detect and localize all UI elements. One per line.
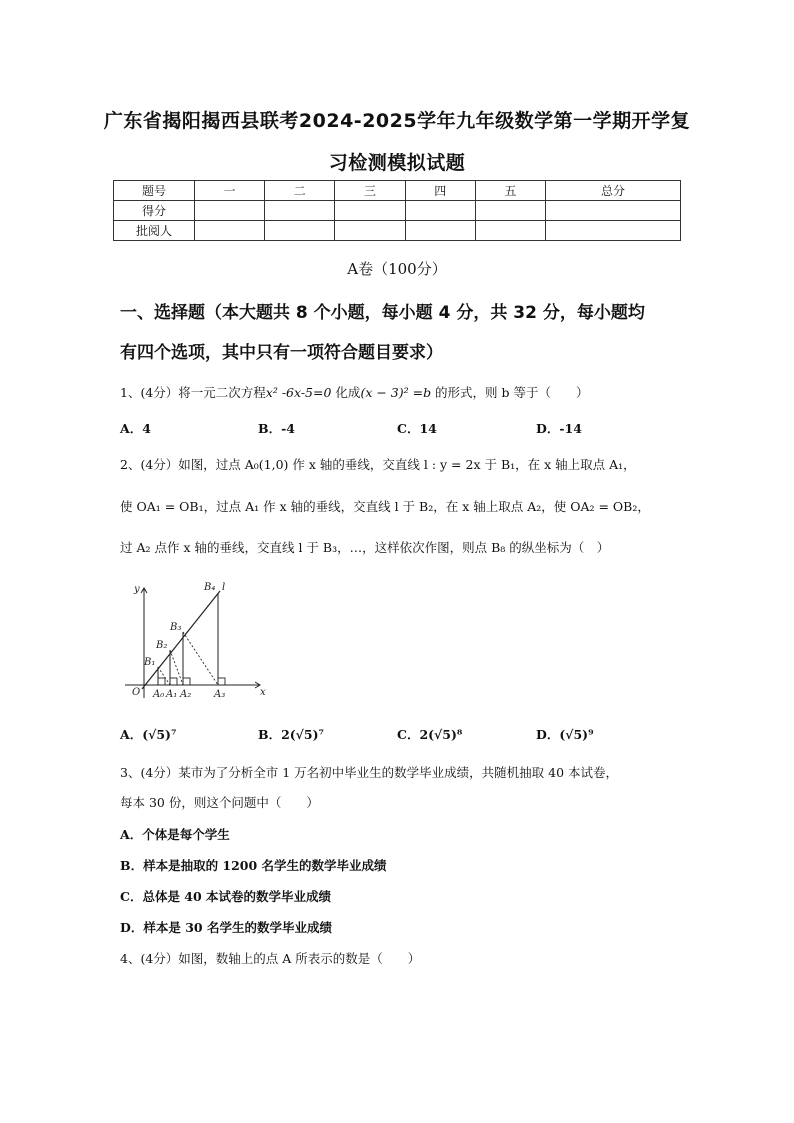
q1-mid: 化成: [331, 385, 361, 400]
table-row: [114, 181, 681, 201]
score-table: [113, 180, 681, 241]
q1-option-b: B．-4: [258, 421, 295, 436]
table-cell: [405, 221, 475, 241]
section-a-title: A卷（100分）: [347, 260, 447, 278]
dotted-b3-a3: [183, 632, 218, 685]
q3-option-c: C．总体是 40 本试卷的数学毕业成绩: [120, 889, 332, 904]
table-cell: [475, 221, 545, 241]
q2-option-b: B．2(√5)⁷: [258, 727, 324, 742]
label-l: l: [222, 582, 226, 593]
q1-option-d: D．-14: [536, 421, 582, 436]
q3-option-a: A．个体是每个学生: [120, 827, 230, 842]
table-header-cell: 四: [405, 181, 475, 201]
q2-option-a: A．(√5)⁷: [120, 727, 177, 742]
dotted-b2-a2: [170, 650, 183, 685]
label-a2: A₂: [180, 689, 192, 700]
table-cell: [405, 201, 475, 221]
table-cell: [265, 201, 335, 221]
table-header-cell: 二: [265, 181, 335, 201]
label-b3: B₃: [170, 622, 182, 633]
page-title-line-2: 习检测模拟试题: [328, 152, 466, 174]
table-header-cell: 一: [195, 181, 265, 201]
table-header-cell: 三: [335, 181, 405, 201]
label-y: y: [134, 584, 140, 595]
table-row-label: 得分: [114, 201, 195, 221]
q1-suffix: 的形式，则 b 等于（ ）: [431, 385, 589, 400]
label-b4: B₄: [204, 582, 216, 593]
q1-stem: [120, 383, 589, 401]
dotted-b1-a1: [158, 667, 170, 685]
q1-target-form: (x − 3)² =b: [360, 385, 432, 400]
q3-option-d: D．样本是 30 名学生的数学毕业成绩: [120, 920, 332, 935]
table-cell: [195, 201, 265, 221]
page-title-line-1: 广东省揭阳揭西县联考2024-2025学年九年级数学第一学期开学复: [103, 110, 691, 132]
right-angle-mark: [218, 678, 225, 685]
q3-line-1: 3、(4分）某市为了分析全市 1 万名初中毕业生的数学毕业成绩，共随机抽取 40 本试卷，: [120, 765, 619, 780]
label-b1: B₁: [144, 657, 156, 668]
right-angle-mark: [183, 678, 190, 685]
table-cell: [265, 221, 335, 241]
table-row: [114, 201, 681, 221]
label-o: O: [132, 687, 141, 698]
q2-option-c: C．2(√5)⁸: [397, 727, 463, 742]
table-cell: [195, 221, 265, 241]
part1-heading-line-2: 有四个选项，其中只有一项符合题目要求）: [120, 343, 443, 363]
q1-equation: x² -6x-5=0: [265, 385, 332, 400]
label-x: x: [260, 687, 266, 698]
label-a1: A₁: [166, 689, 178, 700]
q2-line-3: 过 A₂ 点作 x 轴的垂线，交直线 l 于 B₃，…，这样依次作图，则点 B₈ 的纵坐标为（ ）: [120, 540, 610, 555]
q1-option-a: A．4: [120, 421, 151, 436]
table-header-cell: 五: [475, 181, 545, 201]
q1-option-c: C．14: [397, 421, 437, 436]
table-header-cell: 题号: [114, 181, 195, 201]
q2-figure: [120, 578, 270, 703]
q1-prefix: 1、(4分）将一元二次方程: [120, 385, 266, 400]
table-cell: [546, 221, 681, 241]
q3-option-b: B．样本是抽取的 1200 名学生的数学毕业成绩: [120, 858, 387, 873]
q3-line-2: 每本 30 份，则这个问题中（ ）: [120, 795, 319, 810]
part1-heading-line-1: 一、选择题（本大题共 8 个小题，每小题 4 分，共 32 分，每小题均: [120, 303, 645, 323]
table-cell: [335, 201, 405, 221]
label-b2: B₂: [156, 640, 168, 651]
table-cell: [546, 201, 681, 221]
table-row: [114, 221, 681, 241]
label-a3: A₃: [214, 689, 226, 700]
q2-option-d: D．(√5)⁹: [536, 727, 594, 742]
table-row-label: 批阅人: [114, 221, 195, 241]
q2-line-1: 2、(4分）如图，过点 A₀(1,0) 作 x 轴的垂线，交直线 l : y = 2x 于 B₁，在 x 轴上取点 A₁，: [120, 457, 636, 472]
right-angle-mark: [170, 678, 177, 685]
table-header-cell: 总分: [546, 181, 681, 201]
q2-line-2: 使 OA₁ = OB₁，过点 A₁ 作 x 轴的垂线，交直线 l 于 B₂，在 x 轴上取点 A₂，使 OA₂ = OB₂，: [120, 499, 650, 514]
table-cell: [335, 221, 405, 241]
table-cell: [475, 201, 545, 221]
label-a0: A₀: [153, 689, 165, 700]
q4-line-1: 4、(4分）如图，数轴上的点 A 所表示的数是（ ）: [120, 951, 421, 966]
line-l: [142, 591, 220, 689]
right-angle-mark: [158, 678, 165, 685]
